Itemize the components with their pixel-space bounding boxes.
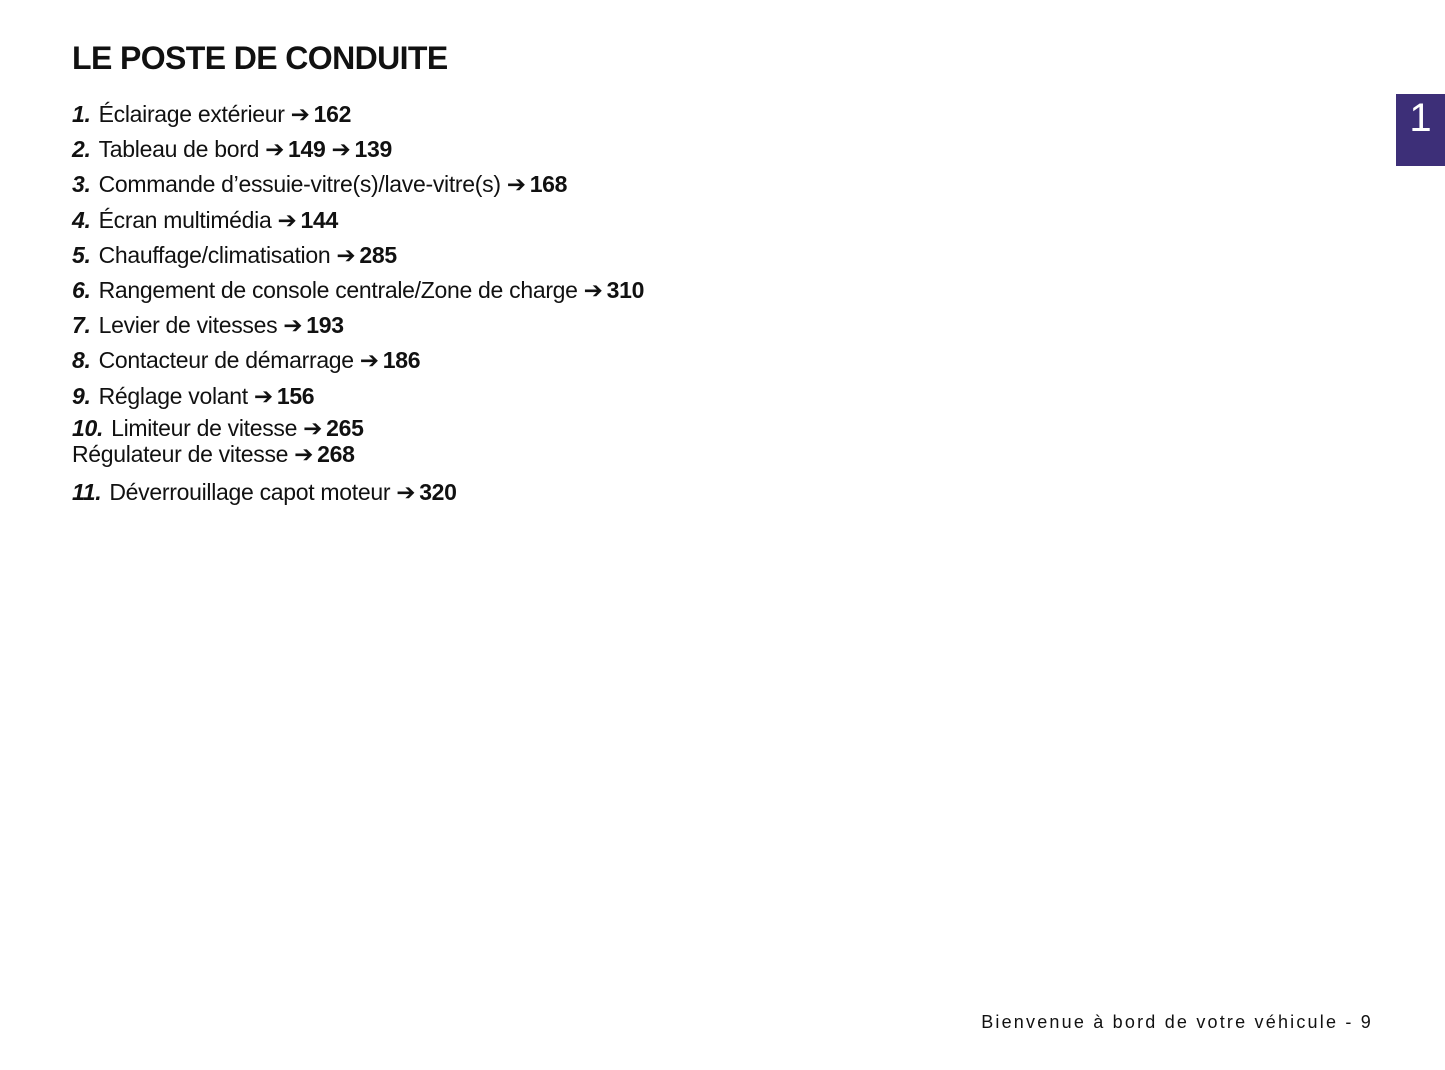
list-item <box>72 309 644 344</box>
list-item <box>72 239 644 274</box>
page-reference[interactable]: 139 <box>354 136 392 163</box>
page-reference[interactable]: 144 <box>300 206 338 233</box>
arrow-right-icon: ➔ <box>265 136 285 163</box>
arrow-right-icon: ➔ <box>359 347 379 374</box>
item-label: Rangement de console centrale/Zone de charge <box>98 276 578 303</box>
item-label: Régulateur de vitesse <box>72 440 289 467</box>
page-reference[interactable]: 168 <box>529 171 568 198</box>
page-reference[interactable]: 285 <box>359 241 397 268</box>
arrow-right-icon: ➔ <box>253 382 273 409</box>
arrow-right-icon: ➔ <box>396 478 416 505</box>
arrow-right-icon: ➔ <box>303 414 323 441</box>
list-item <box>72 133 644 168</box>
item-label: Limiteur de vitesse <box>111 414 298 441</box>
list-item <box>72 98 644 133</box>
arrow-right-icon: ➔ <box>583 276 603 303</box>
item-number: 4. <box>72 206 91 233</box>
page-reference[interactable]: 156 <box>276 382 315 409</box>
page-reference[interactable]: 320 <box>419 478 457 505</box>
page-reference[interactable]: 186 <box>382 347 421 374</box>
chapter-tab: 1 <box>1396 94 1445 166</box>
list-item <box>72 476 644 511</box>
item-number: 8. <box>72 347 91 374</box>
list-item <box>72 168 644 203</box>
page-reference[interactable]: 149 <box>288 136 326 163</box>
item-label: Écran multimédia <box>98 206 272 233</box>
arrow-right-icon: ➔ <box>331 136 351 163</box>
page-footer: Bienvenue à bord de votre véhicule - 9 <box>981 1012 1373 1032</box>
list-item <box>72 344 644 379</box>
arrow-right-icon: ➔ <box>294 440 314 467</box>
controls-list <box>72 98 644 511</box>
item-number: 7. <box>72 312 91 339</box>
item-number: 6. <box>72 276 91 303</box>
item-number: 1. <box>72 101 91 127</box>
page-title: LE POSTE DE CONDUITE <box>72 40 448 76</box>
item-label: Réglage volant <box>98 382 248 409</box>
page-reference[interactable]: 193 <box>306 312 344 339</box>
item-number: 2. <box>72 136 91 163</box>
arrow-right-icon: ➔ <box>283 312 303 339</box>
item-number: 5. <box>72 241 91 268</box>
item-number: 11. <box>72 478 102 505</box>
item-number: 9. <box>72 382 91 409</box>
page-reference[interactable]: 310 <box>606 276 645 303</box>
list-item <box>72 380 644 415</box>
item-label: Tableau de bord <box>98 136 260 163</box>
item-label: Commande d’essuie-vitre(s)/lave-vitre(s) <box>98 171 501 198</box>
list-item <box>72 415 644 476</box>
item-label: Levier de vitesses <box>98 312 278 339</box>
item-number: 10. <box>72 414 104 441</box>
list-item <box>72 274 644 309</box>
page-reference[interactable]: 265 <box>326 414 364 441</box>
arrow-right-icon: ➔ <box>336 241 356 268</box>
arrow-right-icon: ➔ <box>290 101 310 127</box>
arrow-right-icon: ➔ <box>506 171 526 198</box>
item-label: Déverrouillage capot moteur <box>109 478 391 505</box>
item-label: Chauffage/climatisation <box>98 241 331 268</box>
page-reference[interactable]: 268 <box>317 440 355 467</box>
item-number: 3. <box>72 171 91 198</box>
item-label: Contacteur de démarrage <box>98 347 354 374</box>
page-reference[interactable]: 162 <box>313 101 352 127</box>
item-label: Éclairage extérieur <box>98 101 285 127</box>
list-item <box>72 204 644 239</box>
arrow-right-icon: ➔ <box>277 206 297 233</box>
